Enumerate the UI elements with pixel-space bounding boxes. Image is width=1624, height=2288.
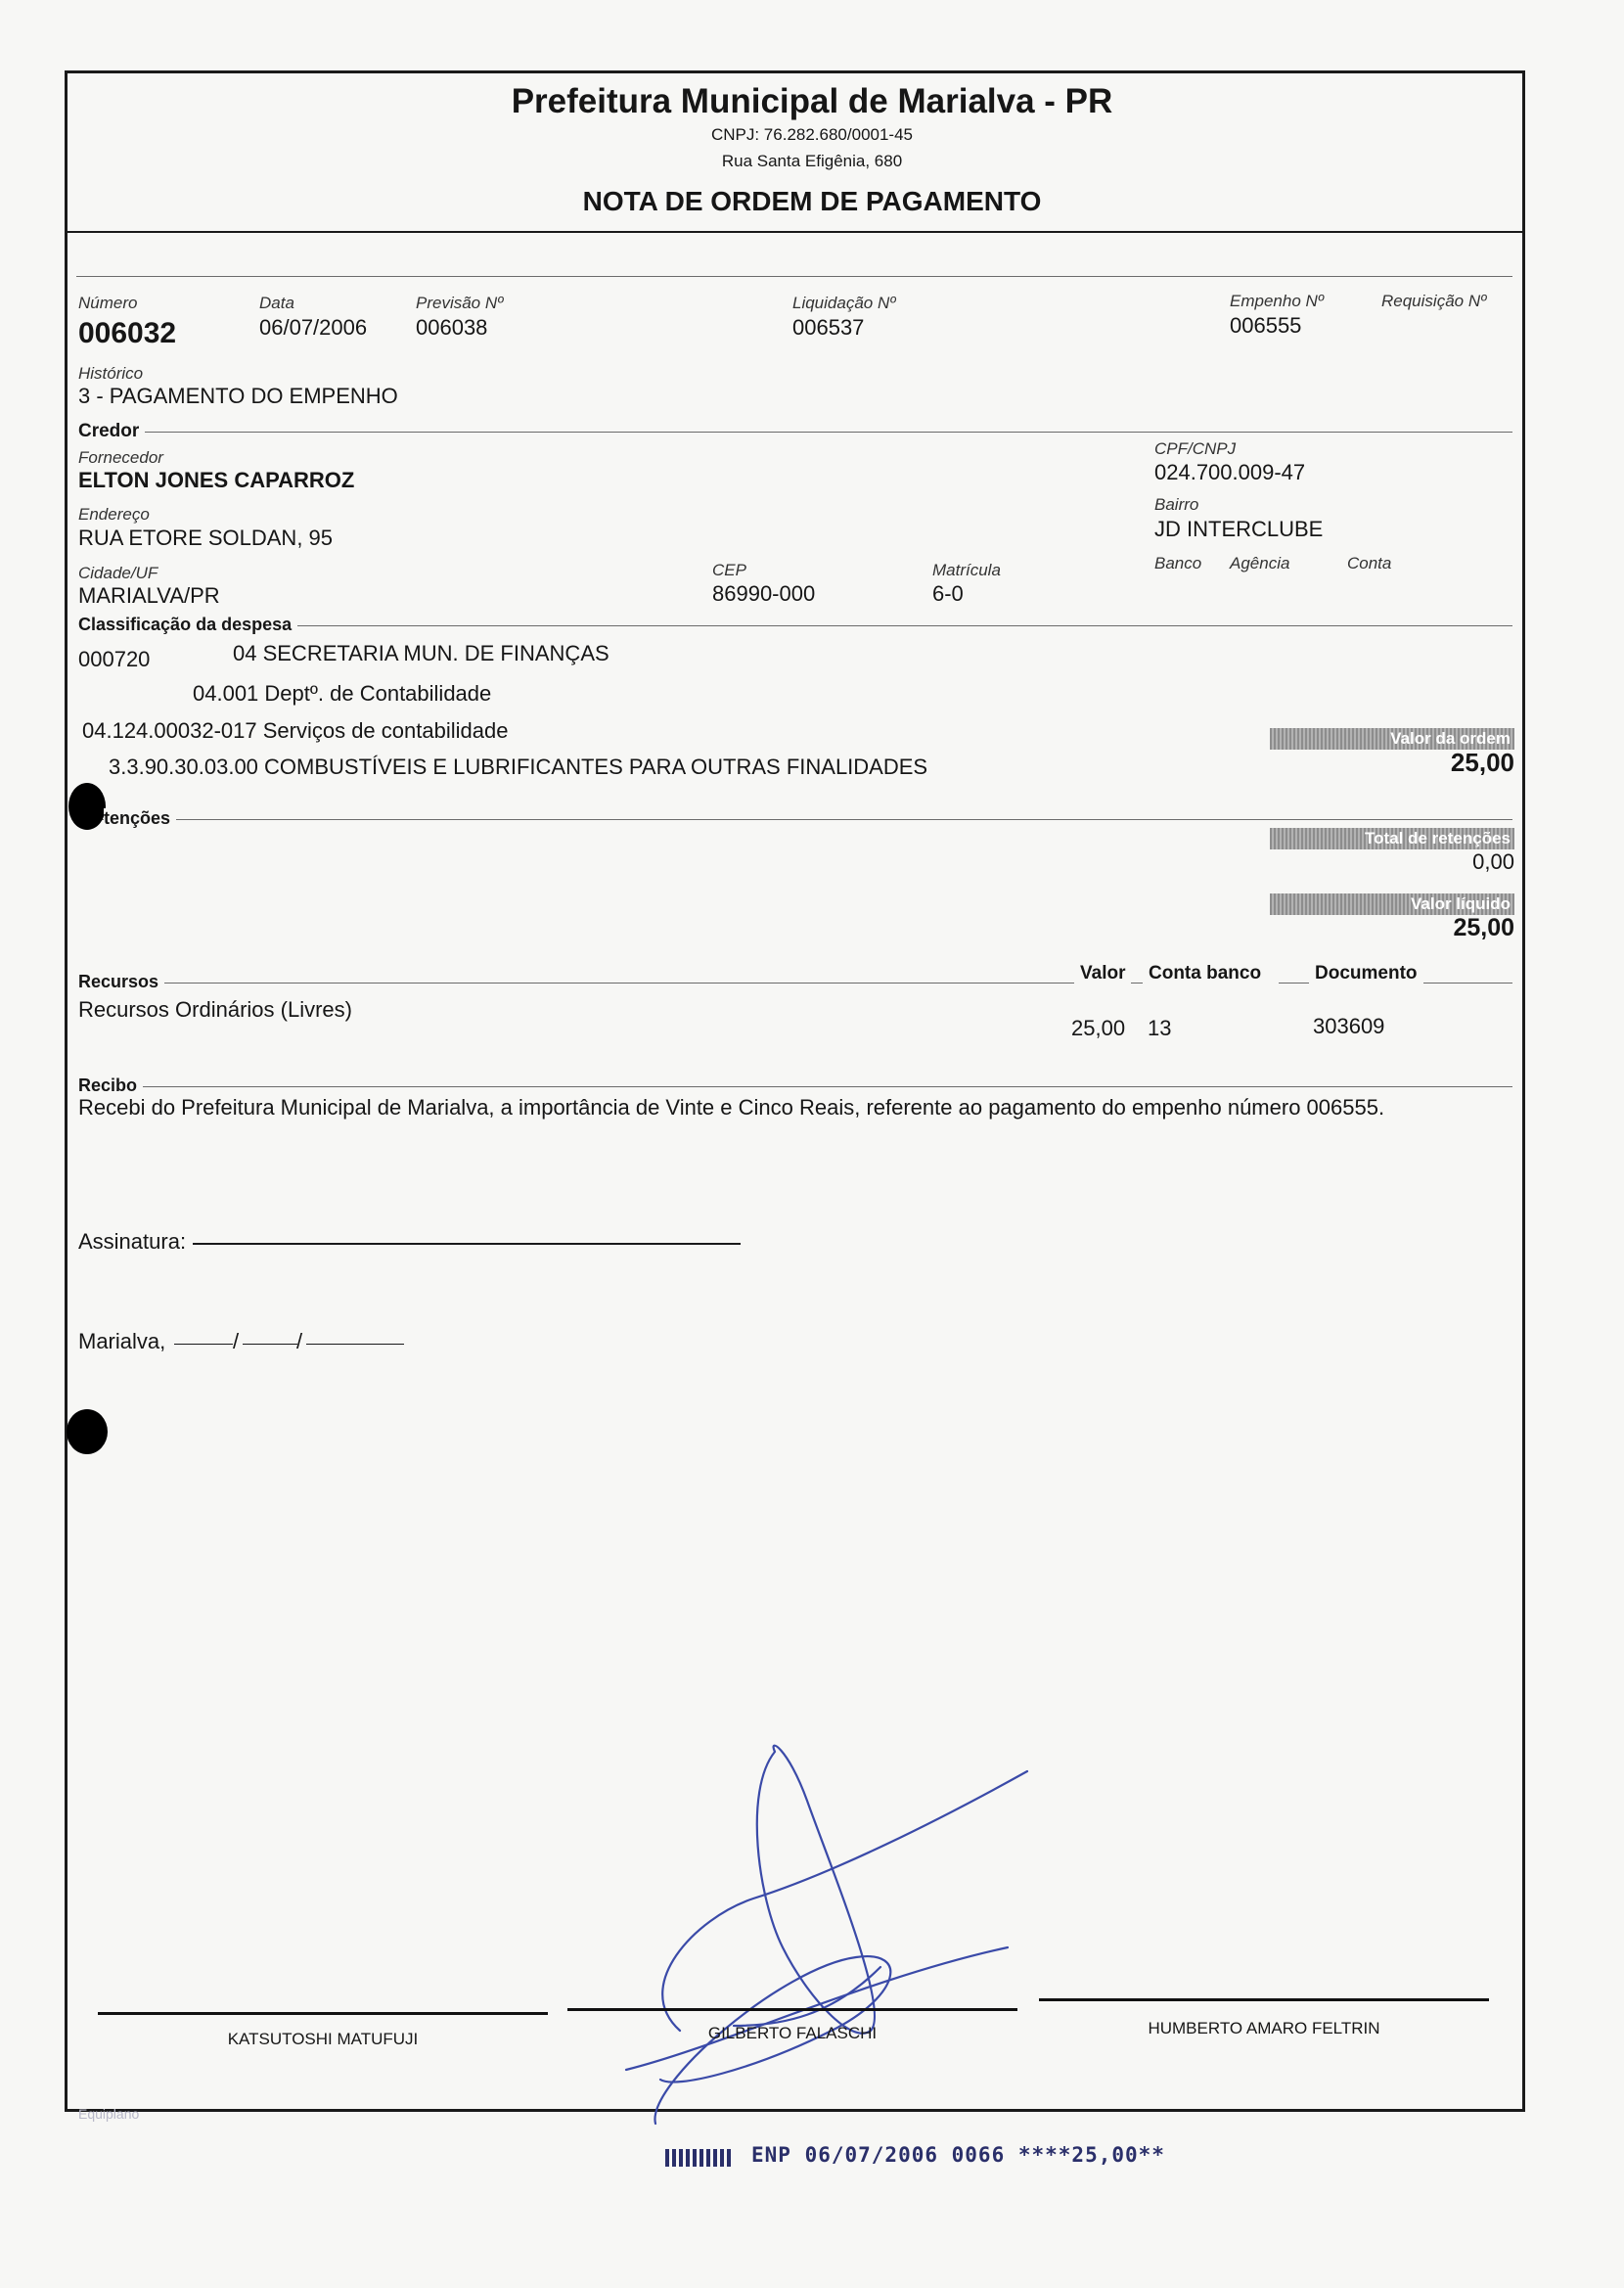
historico-value: 3 - PAGAMENTO DO EMPENHO xyxy=(78,384,398,408)
document-title: NOTA DE ORDEM DE PAGAMENTO xyxy=(582,186,1042,216)
valor-ordem-label: Valor da ordem xyxy=(1270,728,1514,750)
page-title: Prefeitura Municipal de Marialva - PR xyxy=(511,82,1113,120)
bank-stamp-text: ENP 06/07/2006 0066 ****25,00** xyxy=(751,2143,1165,2167)
assinatura-line[interactable] xyxy=(193,1243,741,1245)
recursos-conta-header: Conta banco xyxy=(1143,963,1279,984)
liquidacao-label: Liquidação Nº xyxy=(792,294,896,312)
cidade-value: MARIALVA/PR xyxy=(78,583,220,608)
recibo-section: Recibo xyxy=(78,1075,143,1096)
recursos-descricao: Recursos Ordinários (Livres) xyxy=(78,997,352,1022)
date-month-line[interactable] xyxy=(243,1344,297,1345)
bairro-value: JD INTERCLUBE xyxy=(1154,517,1324,541)
empenho-value: 006555 xyxy=(1230,313,1302,338)
recursos-documento-header: Documento xyxy=(1309,963,1423,984)
signature-name-2: GILBERTO FALASCHI xyxy=(707,2024,878,2042)
fields-divider xyxy=(76,276,1512,277)
credor-section: Credor xyxy=(78,421,145,442)
cidade-label: Cidade/UF xyxy=(78,564,158,582)
cpf-value: 024.700.009-47 xyxy=(1154,460,1306,484)
retencoes-section: tenções xyxy=(104,808,176,829)
date-year-line[interactable] xyxy=(306,1344,404,1345)
credor-line xyxy=(78,432,1512,433)
signature-line-1[interactable] xyxy=(98,2012,548,2015)
header-address: Rua Santa Efigênia, 680 xyxy=(721,152,903,170)
fornecedor-label: Fornecedor xyxy=(78,448,163,467)
signature-name-3: HUMBERTO AMARO FELTRIN xyxy=(1148,2019,1380,2037)
numero-label: Número xyxy=(78,294,138,312)
recibo-line xyxy=(78,1086,1512,1087)
recursos-section: Recursos xyxy=(78,972,164,992)
signature-line-2[interactable] xyxy=(567,2008,1017,2011)
signature-line-3[interactable] xyxy=(1039,1998,1489,2001)
punch-hole xyxy=(68,783,106,830)
liquidacao-value: 006537 xyxy=(792,315,865,340)
endereco-label: Endereço xyxy=(78,505,150,524)
recibo-text: Recebi do Prefeitura Municipal de Marialva, a importância de Vinte e Cinco Reais, referente ao pagamento do empenho número 006555. xyxy=(78,1095,1385,1120)
requisicao-label: Requisição Nº xyxy=(1381,292,1487,310)
total-retencoes-value: 0,00 xyxy=(1472,849,1514,874)
matricula-value: 6-0 xyxy=(932,581,964,606)
recursos-valor-header: Valor xyxy=(1074,963,1131,984)
bairro-label: Bairro xyxy=(1154,495,1199,514)
date-slash-1: / xyxy=(233,1329,240,1353)
handwritten-signature xyxy=(587,1732,1057,2133)
signature-name-1: KATSUTOSHI MATUFUJI xyxy=(227,2030,419,2048)
total-retencoes-label: Total de retenções xyxy=(1270,828,1514,849)
programa-value: 04.124.00032-017 Serviços de contabilidade xyxy=(82,718,509,743)
elemento-value: 3.3.90.30.03.00 COMBUSTÍVEIS E LUBRIFICANTES PARA OUTRAS FINALIDADES xyxy=(109,755,928,779)
matricula-label: Matrícula xyxy=(932,561,1001,579)
recursos-documento: 303609 xyxy=(1313,1014,1385,1038)
previsao-label: Previsão Nº xyxy=(416,294,504,312)
cep-value: 86990-000 xyxy=(712,581,816,606)
banco-label: Banco xyxy=(1154,554,1202,572)
previsao-value: 006038 xyxy=(416,315,488,340)
conta-label: Conta xyxy=(1347,554,1392,572)
bank-stamp xyxy=(665,2143,1165,2167)
cep-label: CEP xyxy=(712,561,746,579)
recursos-line xyxy=(78,983,1512,984)
historico-label: Histórico xyxy=(78,364,144,383)
local-label: Marialva, xyxy=(78,1329,166,1353)
classificacao-code: 000720 xyxy=(78,647,151,671)
departamento-value: 04.001 Deptº. de Contabilidade xyxy=(193,681,492,706)
watermark: Equiplano xyxy=(78,2106,140,2122)
empenho-label: Empenho Nº xyxy=(1230,292,1324,310)
retencoes-line xyxy=(88,819,1512,820)
endereco-value: RUA ETORE SOLDAN, 95 xyxy=(78,526,334,550)
header-cnpj: CNPJ: 76.282.680/0001-45 xyxy=(710,125,914,144)
fornecedor-value: ELTON JONES CAPARROZ xyxy=(78,468,355,492)
date-day-line[interactable] xyxy=(174,1344,233,1345)
valor-ordem-value: 25,00 xyxy=(1450,748,1514,777)
agencia-label: Agência xyxy=(1230,554,1290,572)
header-divider xyxy=(65,231,1525,233)
date-slash-2: / xyxy=(296,1329,303,1353)
valor-liquido-value: 25,00 xyxy=(1453,914,1514,941)
recursos-valor: 25,00 xyxy=(1071,1016,1126,1040)
classificacao-section: Classificação da despesa xyxy=(78,615,297,635)
punch-hole xyxy=(67,1409,108,1454)
assinatura-label: Assinatura: xyxy=(78,1229,187,1254)
data-value: 06/07/2006 xyxy=(259,315,368,340)
recursos-conta: 13 xyxy=(1148,1016,1172,1040)
data-label: Data xyxy=(259,294,294,312)
secretaria-value: 04 SECRETARIA MUN. DE FINANÇAS xyxy=(233,641,609,665)
valor-liquido-label: Valor líquido xyxy=(1270,893,1514,915)
bank-logo-icon xyxy=(665,2149,734,2167)
numero-value: 006032 xyxy=(78,317,177,349)
cpf-label: CPF/CNPJ xyxy=(1154,439,1237,458)
